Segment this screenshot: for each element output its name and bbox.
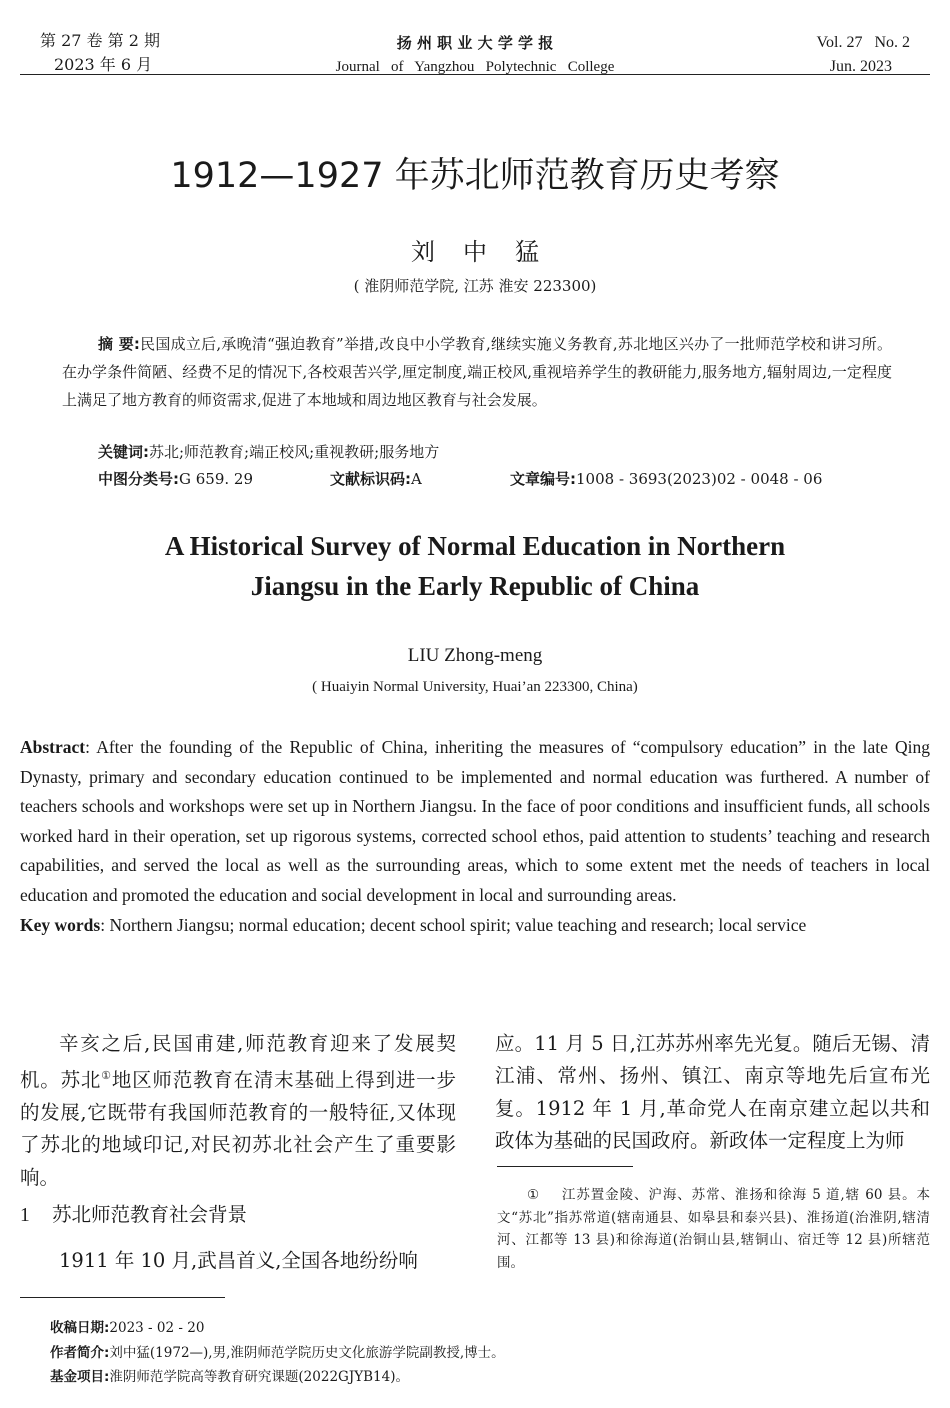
- author-en: LIU Zhong-meng: [407, 645, 543, 666]
- body-right-paragraph: 应。11 月 5 日,江苏苏州率先光复。随后无锡、清江浦、常州、扬州、镇江、南京等地先后宣布光复。1912 年 1 月,革命党人在南京建立起以共和政体为基础的民国政府。新政体一定程度上为师: [495, 1032, 930, 1152]
- section1-paragraph: 1911 年 10 月,武昌首义,全国各地纷纷响: [59, 1249, 418, 1272]
- header-date-en: Jun. 2023: [829, 58, 892, 75]
- notes-rule: [20, 1297, 225, 1298]
- keywords-en-text: Northern Jiangsu; normal education; decent school spirit; value teaching and research; local service: [109, 914, 807, 935]
- article-label: 文章编号:: [510, 470, 576, 488]
- body-intro: [20, 1028, 456, 1194]
- classification-row: [98, 467, 898, 491]
- keywords-cn-label: 关键词:: [98, 443, 149, 461]
- keywords-en-sep: :: [100, 914, 110, 935]
- author-note-label: 作者简介:: [50, 1344, 110, 1361]
- title-cn: 1912—1927 年苏北师范教育历史考察: [170, 156, 780, 196]
- footnote-text: 江苏置金陵、沪海、苏常、淮扬和徐海 5 道,辖 60 县。本文“苏北”指苏常道(辖南通县、如皋县和泰兴县)、淮扬道(治淮阴,辖清河、江都等 13 县)和徐海道(治铜山县,辖铜山、宿迁等 12 县)所辖范围。: [497, 1187, 930, 1271]
- title-en-line2: Jiangsu in the Early Republic of China: [250, 571, 700, 601]
- keywords-en-label: Key words: [20, 914, 101, 935]
- keywords-cn-text: 苏北;师范教育;端正校风;重视教研;服务地方: [149, 443, 440, 461]
- affiliation-en: ( Huaiyin Normal University, Huai’an 223300, China): [312, 679, 638, 695]
- header-volume: 第 27 卷 第 2 期: [40, 31, 160, 50]
- footnote-ref: ①: [101, 1069, 112, 1083]
- doc-label: 文献标识码:: [330, 470, 411, 488]
- abstract-en-paragraph: [20, 733, 930, 911]
- fund-value: 淮阴师范学院高等教育研究课题(2022GJYB14)。: [109, 1369, 410, 1385]
- title-en-line1: A Historical Survey of Normal Education in Northern: [164, 531, 786, 561]
- footnote: [497, 1184, 930, 1274]
- section-heading: [20, 1200, 247, 1231]
- affiliation-cn: ( 淮阴师范学院, 江苏 淮安 223300): [353, 277, 597, 295]
- clc-item: [98, 467, 330, 491]
- header-vol-en: Vol. 27 No. 2: [816, 34, 910, 51]
- abstract-cn: [62, 330, 892, 414]
- keywords-cn: [98, 440, 439, 464]
- abstract-cn-label: 摘 要:: [98, 335, 140, 353]
- abstract-en-sep: :: [85, 737, 97, 757]
- intro-text-1: 辛亥之后,民国甫建,师范教育迎来了发展契机。苏北: [20, 1032, 456, 1092]
- footnote-marker: ①: [527, 1187, 540, 1203]
- intro-text-2: 地区师范教育在清末基础上得到进一步的发展,它既带有我国师范教育的一般特征,又体现了苏北的地域印记,对民初苏北社会产生了重要影响。: [20, 1068, 456, 1189]
- article-notes: [50, 1316, 910, 1390]
- abstract-en: [20, 733, 930, 940]
- header-journal-en: Journal of Yangzhou Polytechnic College: [335, 59, 615, 75]
- header-journal-cn: 扬 州 职 业 大 学 学 报: [396, 34, 554, 52]
- article-value: 1008 - 3693(2023)02 - 0048 - 06: [576, 470, 823, 488]
- header-date: 2023 年 6 月: [54, 55, 153, 74]
- received-note: [50, 1316, 910, 1341]
- footnote-rule: [497, 1166, 633, 1167]
- abstract-cn-text: 民国成立后,承晚清“强迫教育”举措,改良中小学教育,继续实施义务教育,苏北地区兴办了一批师范学校和讲习所。在办学条件简陋、经费不足的情况下,各校艰苦兴学,厘定制度,端正校风,重视培养学生的教研能力,服务地方,辐射周边,一定程度上满足了地方教育的师资需求,促进了本地域和周边地区教育与社会发展。: [62, 335, 892, 409]
- article-item: [510, 467, 822, 491]
- clc-label: 中图分类号:: [98, 470, 179, 488]
- abstract-en-text: After the founding of the Republic of China, inheriting the measures of “compulsory education” in the late Qing Dynasty, primary and secondary education continued to be implemented and normal education was furthered. A number of teachers schools and workshops were set up in Northern Jiangsu. In the face of poor conditions and insufficient funds, all schools worked hard in their operation, set up rigorous systems, corrected school ethos, paid attention to students’ teaching and research capabilities, and served the local as well as the surrounding areas, which to some extent met the needs of teachers in local education and promoted the education and social development in local and surrounding areas.: [20, 737, 931, 905]
- author-cn: 刘中猛: [411, 238, 567, 266]
- author-note-value: 刘中猛(1972—),男,淮阴师范学院历史文化旅游学院副教授,博士。: [109, 1344, 505, 1361]
- doc-item: [330, 467, 510, 491]
- author-note: [50, 1341, 910, 1366]
- clc-value: G 659. 29: [179, 470, 254, 488]
- fund-note: [50, 1365, 910, 1390]
- fund-label: 基金项目:: [50, 1369, 110, 1385]
- abstract-en-label: Abstract: [20, 737, 86, 757]
- keywords-en-paragraph: [20, 911, 930, 941]
- header-rule: [20, 74, 930, 75]
- section-title: 苏北师范教育社会背景: [52, 1203, 248, 1226]
- title-en: [40, 526, 910, 606]
- received-label: 收稿日期:: [50, 1320, 110, 1336]
- section-number: 1: [20, 1205, 30, 1226]
- received-value: 2023 - 02 - 20: [109, 1320, 205, 1336]
- doc-value: A: [411, 470, 422, 488]
